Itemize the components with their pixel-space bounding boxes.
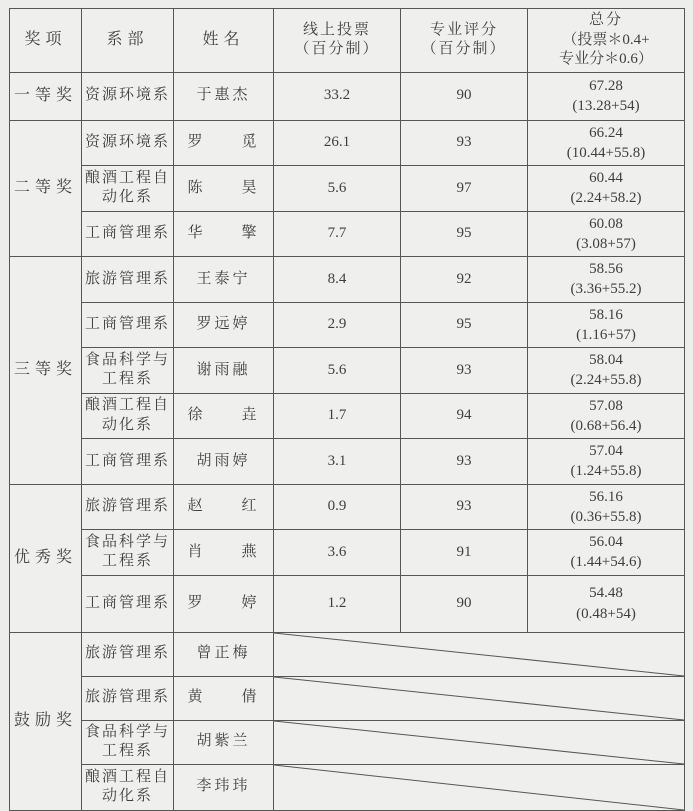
score-cell: 93 — [401, 484, 528, 530]
header-online-vote — [274, 9, 401, 73]
header-pro-score-line1: 专业评分 — [429, 21, 498, 38]
dept-cell: 食品科学与工程系 — [82, 530, 174, 576]
total-breakdown: (0.48+54) — [576, 605, 636, 622]
total-value: 67.28 — [589, 77, 623, 94]
dept-cell: 资源环境系 — [82, 72, 174, 120]
vote-cell: 2.9 — [274, 302, 401, 348]
diagonal-slash-icon — [274, 721, 684, 764]
table-row — [10, 632, 685, 676]
score-cell: 92 — [401, 257, 528, 303]
name-cell: 王泰宁 — [174, 257, 274, 303]
dept-cell: 工商管理系 — [82, 302, 174, 348]
name-cell: 胡紫兰 — [174, 720, 274, 764]
name-cell: 胡雨婷 — [174, 439, 274, 485]
table-row — [10, 393, 685, 439]
dept-cell: 酿酒工程自动化系 — [82, 166, 174, 212]
total-cell — [528, 530, 685, 576]
total-breakdown: (2.24+58.2) — [570, 190, 642, 207]
total-value: 58.04 — [589, 352, 623, 368]
table-row — [10, 720, 685, 764]
na-slash-cell — [274, 720, 685, 764]
vote-cell: 0.9 — [274, 484, 401, 530]
header-online-vote-line2: （百分制） — [294, 41, 380, 58]
vote-cell: 7.7 — [274, 211, 401, 257]
total-breakdown: (1.16+57) — [576, 326, 636, 343]
total-value: 56.04 — [589, 534, 623, 550]
table-row — [10, 72, 685, 120]
total-breakdown: (3.08+57) — [576, 235, 636, 252]
vote-cell: 33.2 — [274, 72, 401, 120]
total-breakdown: (3.36+55.2) — [570, 281, 642, 298]
award-label-encouragement-prize: 鼓励奖 — [10, 632, 82, 810]
total-cell — [528, 302, 685, 348]
vote-cell: 5.6 — [274, 348, 401, 394]
score-cell: 95 — [401, 211, 528, 257]
dept-cell: 旅游管理系 — [82, 257, 174, 303]
table-row — [10, 257, 685, 303]
vote-cell: 5.6 — [274, 166, 401, 212]
vote-cell: 8.4 — [274, 257, 401, 303]
table-row — [10, 484, 685, 530]
vote-cell: 26.1 — [274, 120, 401, 166]
total-value: 66.24 — [589, 124, 623, 141]
name-cell: 罗 婷 — [174, 575, 274, 632]
name-cell: 肖 燕 — [174, 530, 274, 576]
total-breakdown: (0.36+55.8) — [570, 508, 642, 525]
vote-cell: 3.6 — [274, 530, 401, 576]
header-dept: 系部 — [82, 9, 174, 73]
scanned-award-results-page — [0, 8, 693, 807]
header-total-score — [528, 9, 685, 73]
table-row — [10, 439, 685, 485]
header-total-line2: （投票＊0.4+ — [562, 31, 650, 48]
name-cell: 李玮玮 — [174, 764, 274, 810]
award-label-first-prize: 一等奖 — [10, 72, 82, 120]
total-breakdown: (13.28+54) — [572, 98, 640, 114]
total-breakdown: (10.44+55.8) — [566, 144, 646, 161]
name-cell: 于惠杰 — [174, 72, 274, 120]
total-cell — [528, 439, 685, 485]
header-pro-score-line2: （百分制） — [421, 41, 507, 58]
total-value: 60.08 — [589, 215, 623, 232]
name-cell: 罗远婷 — [174, 302, 274, 348]
table-row — [10, 166, 685, 212]
award-results-table — [9, 8, 685, 811]
score-cell: 90 — [401, 575, 528, 632]
name-cell: 谢雨融 — [174, 348, 274, 394]
total-cell — [528, 120, 685, 166]
dept-cell: 旅游管理系 — [82, 484, 174, 530]
name-cell: 曾正梅 — [174, 632, 274, 676]
dept-cell: 旅游管理系 — [82, 676, 174, 720]
header-name: 姓名 — [174, 9, 274, 73]
score-cell: 97 — [401, 166, 528, 212]
header-online-vote-line1: 线上投票 — [302, 21, 371, 38]
score-cell: 93 — [401, 120, 528, 166]
na-slash-cell — [274, 676, 685, 720]
table-row — [10, 764, 685, 810]
table-row — [10, 120, 685, 166]
dept-cell: 食品科学与工程系 — [82, 348, 174, 394]
vote-cell: 3.1 — [274, 439, 401, 485]
table-row — [10, 575, 685, 632]
header-row — [10, 9, 685, 73]
header-total-line3: 专业分＊0.6） — [559, 51, 653, 67]
dept-cell: 工商管理系 — [82, 211, 174, 257]
score-cell: 91 — [401, 530, 528, 576]
header-pro-score — [401, 9, 528, 73]
dept-cell: 资源环境系 — [82, 120, 174, 166]
diagonal-slash-icon — [274, 677, 684, 720]
total-value: 60.44 — [589, 170, 623, 186]
dept-cell: 酿酒工程自动化系 — [82, 393, 174, 439]
dept-cell: 旅游管理系 — [82, 632, 174, 676]
table-row — [10, 530, 685, 576]
name-cell: 罗 觅 — [174, 120, 274, 166]
score-cell: 95 — [401, 302, 528, 348]
total-cell — [528, 484, 685, 530]
dept-cell: 工商管理系 — [82, 439, 174, 485]
total-breakdown: (0.68+56.4) — [570, 417, 642, 434]
diagonal-slash-icon — [274, 633, 684, 676]
header-award: 奖项 — [10, 9, 82, 73]
na-slash-cell — [274, 764, 685, 810]
dept-cell: 酿酒工程自动化系 — [82, 764, 174, 810]
score-cell: 94 — [401, 393, 528, 439]
name-cell: 华 擎 — [174, 211, 274, 257]
table-row — [10, 348, 685, 394]
award-label-excellence-prize: 优秀奖 — [10, 484, 82, 632]
name-cell: 徐 垚 — [174, 393, 274, 439]
total-breakdown: (1.44+54.6) — [570, 554, 642, 571]
total-breakdown: (1.24+55.8) — [570, 463, 642, 480]
total-value: 58.56 — [589, 261, 623, 277]
name-cell: 黄 倩 — [174, 676, 274, 720]
total-cell — [528, 393, 685, 439]
vote-cell: 1.2 — [274, 575, 401, 632]
total-value: 57.04 — [589, 443, 623, 459]
score-cell: 90 — [401, 72, 528, 120]
award-label-third-prize: 三等奖 — [10, 257, 82, 485]
total-cell — [528, 211, 685, 257]
award-label-second-prize: 二等奖 — [10, 120, 82, 257]
diagonal-slash-icon — [274, 765, 684, 810]
total-value: 58.16 — [589, 306, 623, 323]
table-row — [10, 211, 685, 257]
dept-cell: 工商管理系 — [82, 575, 174, 632]
total-cell — [528, 348, 685, 394]
header-total-line1: 总分 — [588, 12, 623, 28]
total-value: 56.16 — [589, 488, 623, 505]
name-cell: 赵 红 — [174, 484, 274, 530]
total-breakdown: (2.24+55.8) — [570, 372, 642, 389]
total-cell — [528, 575, 685, 632]
total-cell — [528, 166, 685, 212]
table-row — [10, 302, 685, 348]
total-value: 54.48 — [589, 585, 623, 602]
score-cell: 93 — [401, 439, 528, 485]
table-row — [10, 676, 685, 720]
dept-cell: 食品科学与工程系 — [82, 720, 174, 764]
vote-cell: 1.7 — [274, 393, 401, 439]
total-cell — [528, 72, 685, 120]
total-value: 57.08 — [589, 397, 623, 414]
total-cell — [528, 257, 685, 303]
score-cell: 93 — [401, 348, 528, 394]
name-cell: 陈 昊 — [174, 166, 274, 212]
na-slash-cell — [274, 632, 685, 676]
